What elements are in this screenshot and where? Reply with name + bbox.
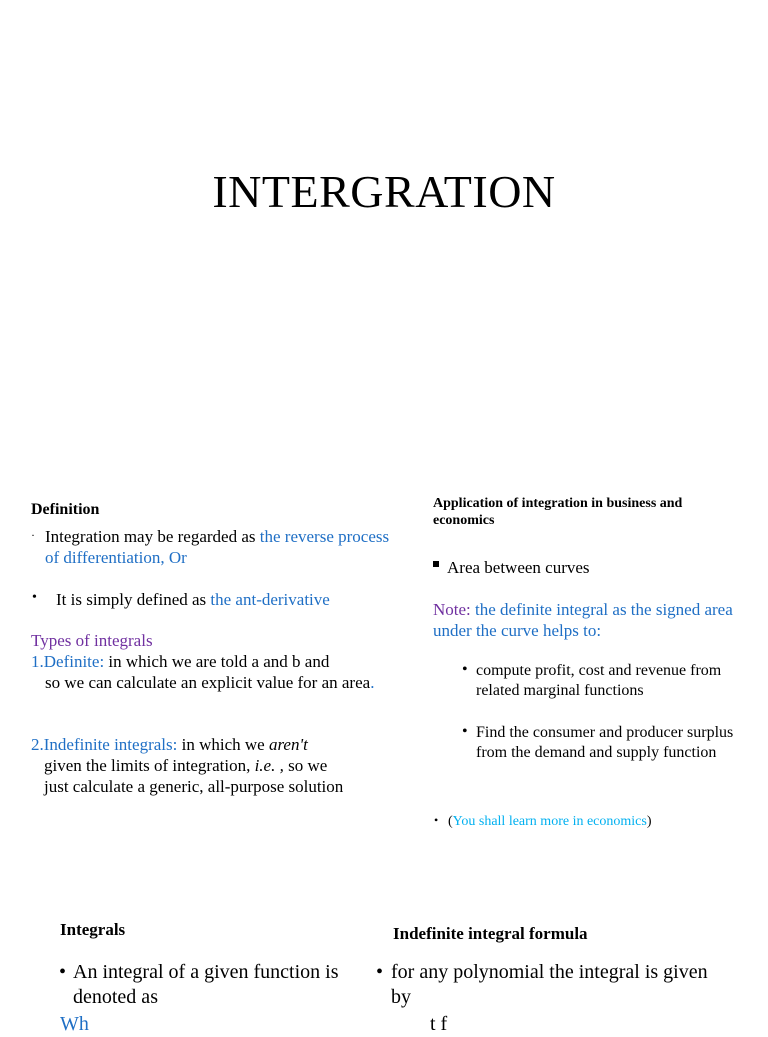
application-note: Note: the definite integral as the signed area under the curve helps to: bbox=[433, 600, 733, 640]
application-heading: Application of integration in business and economics bbox=[433, 496, 683, 528]
application-bullet-profit: compute profit, cost and revenue from related marginal functions bbox=[476, 662, 722, 699]
highlight-text: the ant-derivative bbox=[210, 590, 330, 609]
definition-heading: Definition bbox=[31, 501, 100, 518]
page-title: INTERGRATION bbox=[212, 166, 556, 217]
bullet-dot: • bbox=[434, 813, 439, 827]
bullet-dot: • bbox=[59, 961, 67, 983]
type-indefinite: 2.Indefinite integrals: in which we aren't given the limits of integration, i.e. , so we just calculate a generic, all-purpose solution bbox=[31, 735, 344, 796]
bullet-dot: • bbox=[32, 590, 37, 605]
integrals-bullet: An integral of a given function is denoted as bbox=[73, 961, 339, 1008]
bullet-dot: · bbox=[31, 528, 35, 542]
type-label: 1.Definite: bbox=[31, 652, 105, 671]
highlight-text: the reverse process of differentiation, Or bbox=[45, 527, 390, 567]
bullet-dot: • bbox=[376, 961, 384, 983]
type-label: 2.Indefinite integrals: bbox=[31, 735, 178, 754]
bullet-dot: • bbox=[462, 723, 468, 740]
type-definite: 1.Definite: in which we are told a and b and so we can calculate an explicit value for an area. bbox=[31, 652, 375, 692]
integrals-next-line: Wh bbox=[60, 1013, 89, 1035]
indefinite-formula-heading: Indefinite integral formula bbox=[393, 924, 588, 943]
types-heading: Types of integrals bbox=[31, 631, 153, 650]
square-bullet-icon bbox=[433, 561, 439, 567]
application-area: Area between curves bbox=[447, 558, 590, 577]
definition-bullet-reverse: Integration may be regarded as the reverse process of differentiation, Or bbox=[45, 527, 390, 567]
definition-bullet-antiderivative: It is simply defined as the ant-derivative bbox=[56, 590, 330, 609]
application-learn-more: (You shall learn more in economics) bbox=[448, 814, 652, 829]
formula-next-line: t f bbox=[430, 1013, 448, 1035]
application-bullet-surplus: Find the consumer and producer surplus from the demand and supply function bbox=[476, 724, 734, 761]
bullet-dot: • bbox=[462, 661, 468, 678]
integrals-heading: Integrals bbox=[60, 920, 126, 939]
formula-bullet: for any polynomial the integral is given by bbox=[391, 961, 708, 1008]
